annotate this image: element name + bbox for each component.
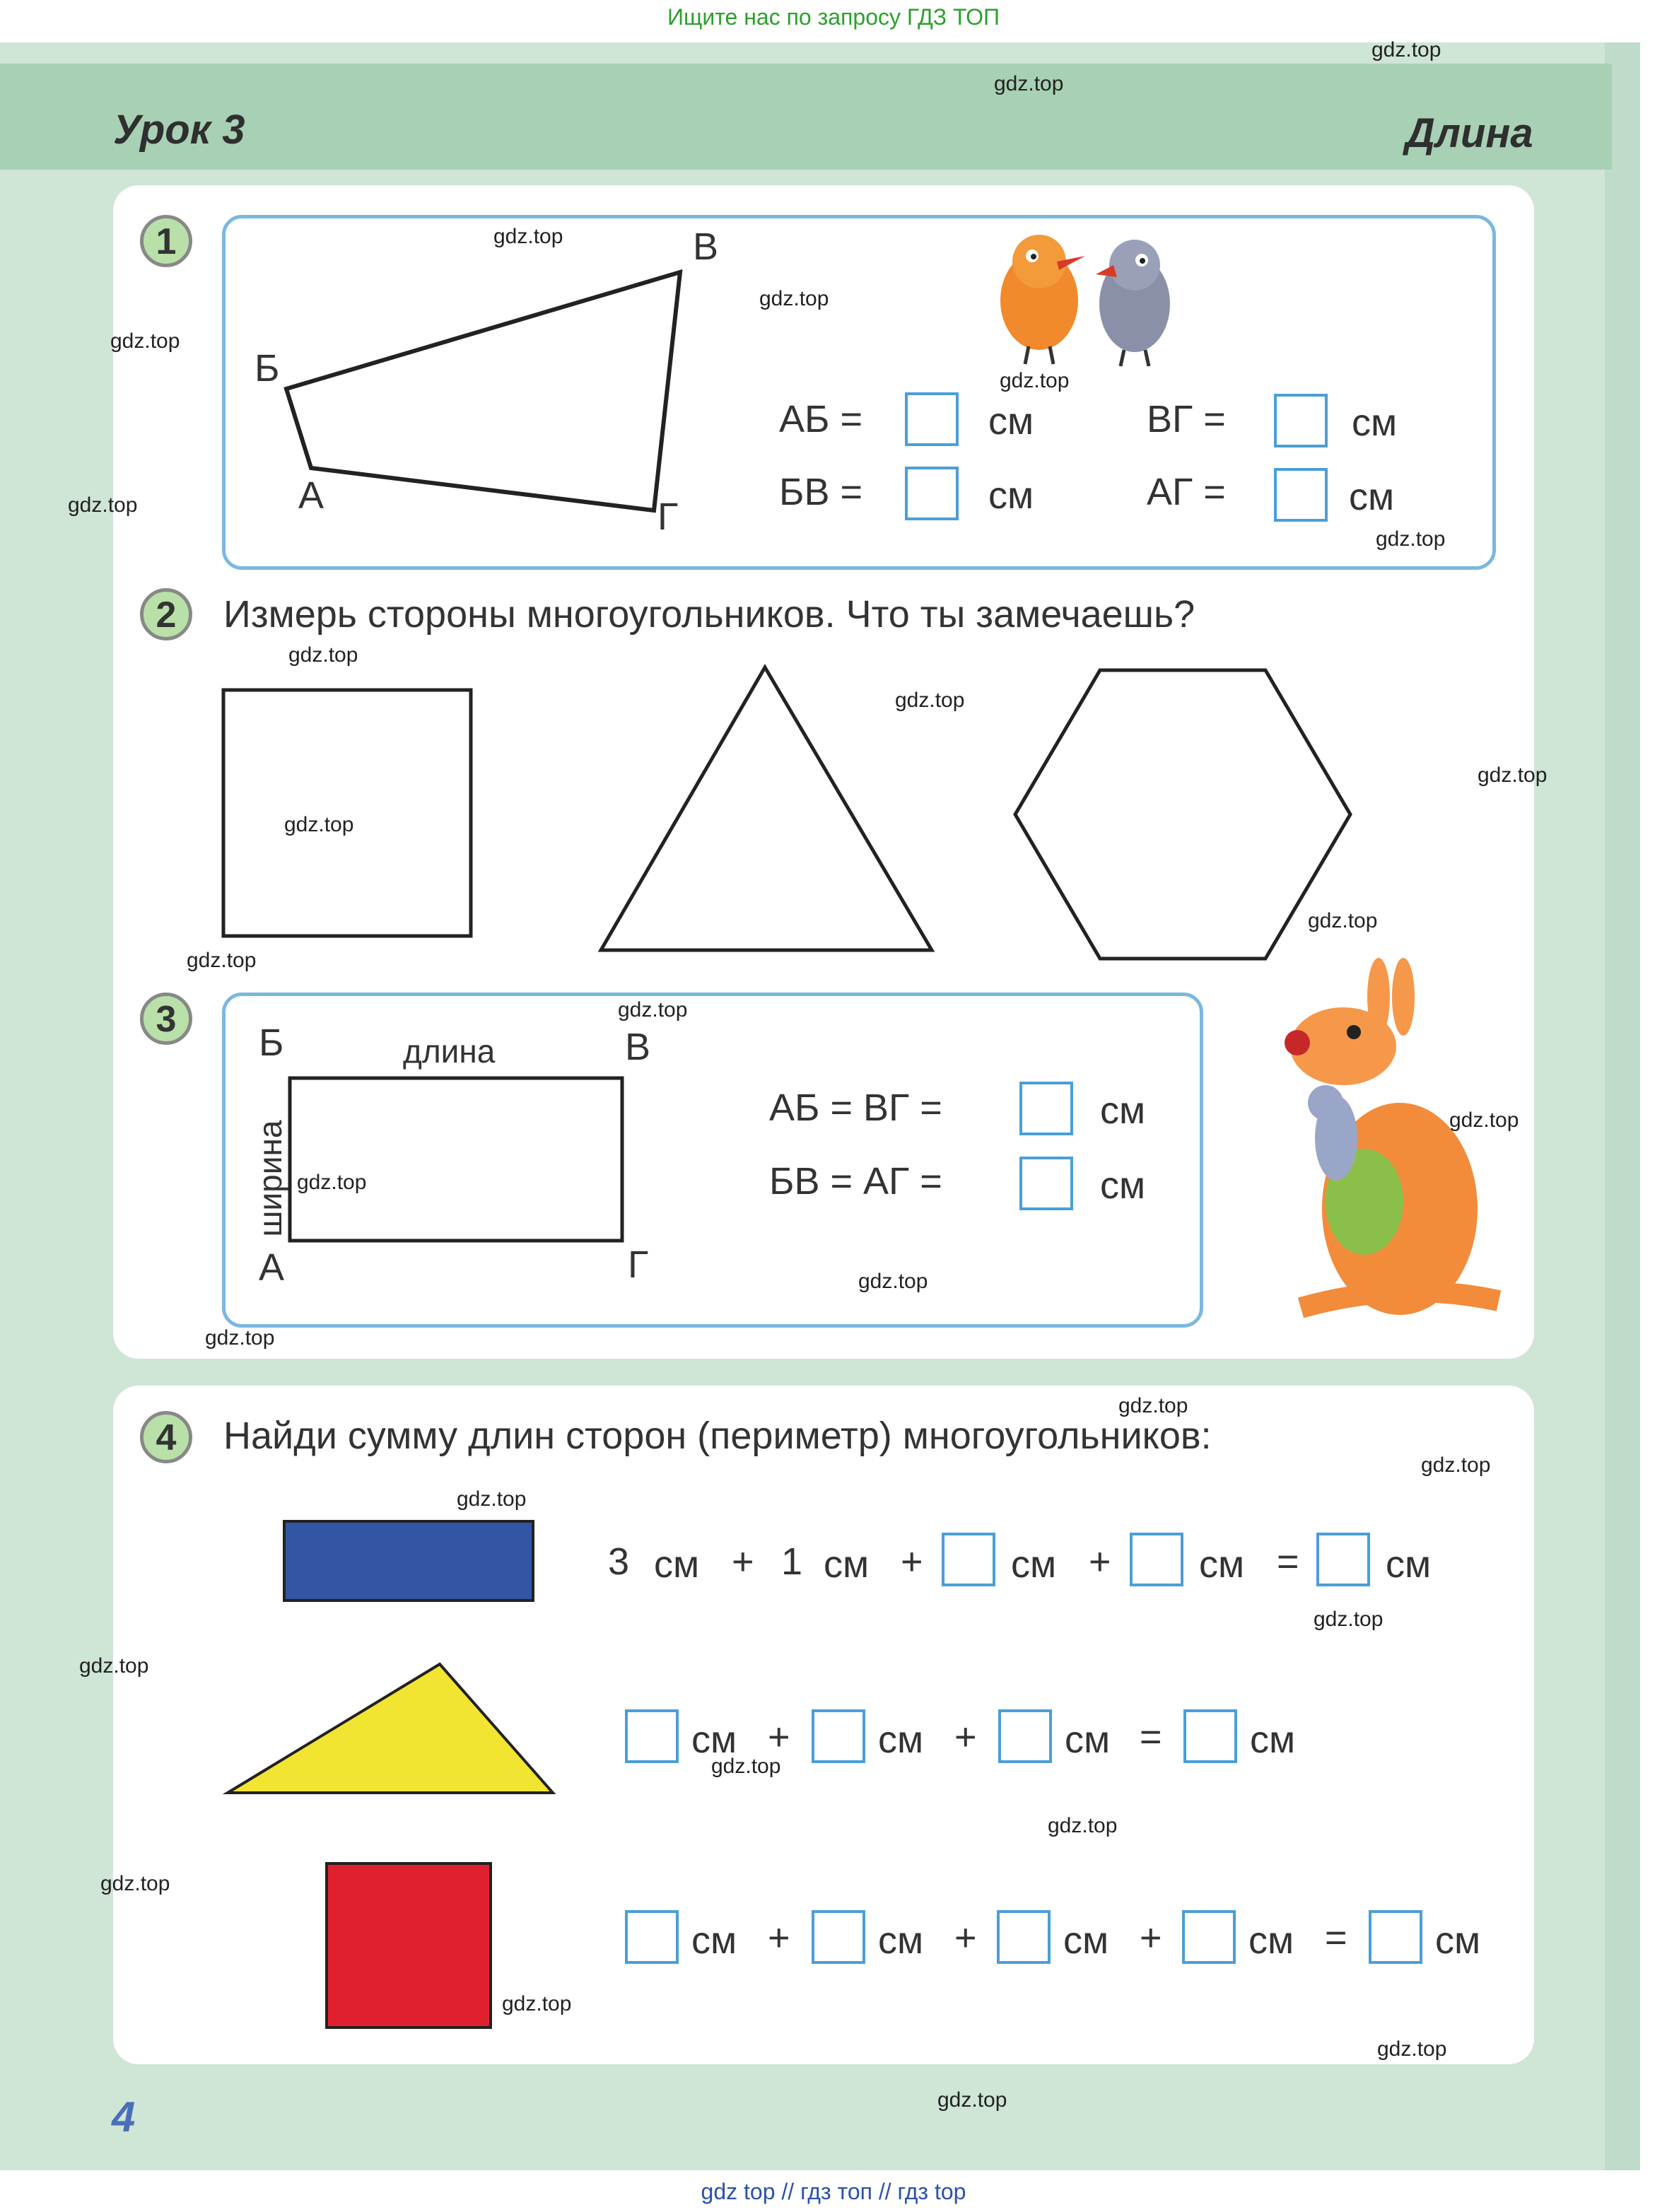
task3-eq1-unit: см [1100,1089,1146,1132]
task2-instruction: Измерь стороны многоугольников. Что ты замечаешь? [223,593,1195,636]
task3-vertex-v: В [625,1026,651,1068]
task4-row1-answer-2[interactable] [1130,1533,1183,1586]
task4-row3-answer-3[interactable] [997,1910,1051,1964]
watermark: gdz.top [1377,2037,1447,2061]
task4-row2-t4: см [1065,1719,1111,1761]
watermark: gdz.top [1314,1608,1384,1631]
task-number-3: 3 [140,993,192,1045]
watermark: gdz.top [205,1326,275,1350]
watermark: gdz.top [100,1872,170,1895]
task3-vertex-a: А [259,1246,285,1289]
task4-row2-t2: см [878,1719,924,1761]
task1-vertex-g: Г [657,496,679,538]
watermark: gdz.top [1000,369,1070,392]
task4-row3-answer-total[interactable] [1369,1910,1422,1964]
task3-vertex-g: Г [628,1243,649,1286]
watermark: gdz.top [759,287,829,310]
lesson-title: Урок 3 [113,107,245,153]
task1-eq-ag-label: АГ = [1147,471,1226,513]
task4-row1-t10: см [1386,1543,1432,1586]
task3-vertex-b: Б [259,1022,284,1064]
task-number-1: 1 [140,215,192,267]
task-number-4: 4 [140,1411,192,1463]
watermark: gdz.top [858,1270,928,1293]
task1-eq-vg-unit: см [1352,402,1398,444]
topic-title: Длина [1405,110,1533,156]
watermark: gdz.top [68,493,138,517]
task4-instruction: Найди сумму длин сторон (периметр) многоугольников: [223,1415,1212,1457]
task1-vertex-v: В [693,226,719,268]
watermark: gdz.top [187,949,257,972]
task3-eq1-label: АБ = ВГ = [769,1087,942,1129]
task3-eq2-label: БВ = АГ = [769,1160,942,1202]
task4-row3-t4: см [1063,1919,1109,1962]
task4-row1-t2: + [732,1540,754,1583]
task4-row3-answer-2[interactable] [812,1910,865,1964]
top-banner[interactable]: Ищите нас по запросу ГДЗ ТОП [667,4,1000,30]
red-square [327,1863,491,2027]
task4-row3-t7: = [1325,1917,1347,1959]
task3-width-label: ширина [252,1120,288,1237]
watermark: gdz.top [1308,909,1378,932]
task4-row2-answer-3[interactable] [998,1709,1052,1763]
watermark: gdz.top [1449,1108,1519,1132]
task4-row3-t5: + [1140,1917,1162,1959]
task4-row1-t4: см [824,1543,870,1586]
task4-row3-answer-4[interactable] [1182,1910,1236,1964]
task4-row2-t5: = [1140,1716,1162,1758]
watermark: gdz.top [79,1654,149,1678]
watermark: gdz.top [1371,38,1441,62]
watermark: gdz.top [1118,1394,1188,1417]
blue-rectangle [284,1521,533,1601]
task4-row2-t1: + [768,1716,790,1758]
bottom-banner[interactable]: gdz top // гдз топ // гдз top [701,2179,966,2204]
watermark: gdz.top [1048,1814,1118,1837]
watermark: gdz.top [711,1755,781,1778]
task4-row1-t7: + [1089,1540,1111,1583]
task1-eq-bv-unit: см [988,474,1034,517]
watermark: gdz.top [618,998,688,1022]
task4-row3-t3: + [954,1917,977,1959]
yellow-triangle [228,1664,553,1793]
watermark: gdz.top [895,689,965,712]
task4-row1-answer-1[interactable] [942,1533,995,1586]
task1-eq-ab-unit: см [988,400,1034,443]
watermark: gdz.top [937,2088,1007,2112]
watermark: gdz.top [1421,1453,1491,1477]
task-number-2: 2 [140,588,192,640]
task4-row2-t3: + [954,1716,977,1758]
task4-row3-t0: см [691,1919,737,1962]
task1-eq-vg-label: ВГ = [1147,398,1226,440]
task4-row1-t6: см [1011,1543,1057,1586]
task4-row1-t1: см [654,1543,700,1586]
task4-row2-answer-1[interactable] [625,1709,679,1763]
task4-row3-t1: + [768,1917,790,1959]
task4-row3-t2: см [878,1919,924,1962]
task1-eq-ab-label: АБ = [779,398,862,440]
task1-vertex-b: Б [255,347,280,390]
watermark: gdz.top [1478,763,1548,787]
task4-row1-t0: 3 [608,1540,630,1583]
task4-row1-t3: 1 [781,1540,803,1583]
watermark: gdz.top [1376,527,1446,551]
watermark: gdz.top [493,225,563,248]
task4-row3-t6: см [1248,1919,1294,1962]
watermark: gdz.top [288,643,358,667]
task3-eq2-unit: см [1100,1164,1146,1207]
task4-row1-t8: см [1199,1543,1245,1586]
task4-row1-t5: + [901,1540,923,1583]
task4-row2-t0: см [691,1719,737,1761]
watermark: gdz.top [110,329,180,353]
watermark: gdz.top [297,1171,367,1194]
task1-vertex-a: А [298,474,324,517]
watermark: gdz.top [284,813,354,836]
task4-row3-answer-1[interactable] [625,1910,679,1964]
task4-row3-t8: см [1435,1919,1481,1962]
task4-row1-answer-total[interactable] [1316,1533,1370,1586]
task4-row2-t6: см [1250,1719,1296,1761]
page-number: 4 [112,2093,136,2141]
task4-row2-answer-total[interactable] [1183,1709,1237,1763]
task3-length-label: длина [403,1033,496,1070]
watermark: gdz.top [994,72,1064,95]
watermark: gdz.top [457,1487,527,1511]
task4-row2-answer-2[interactable] [812,1709,865,1763]
task1-eq-bv-label: БВ = [779,471,862,513]
watermark: gdz.top [502,1992,572,2015]
task1-eq-ag-unit: см [1349,476,1395,518]
task4-row1-t9: = [1277,1540,1299,1583]
